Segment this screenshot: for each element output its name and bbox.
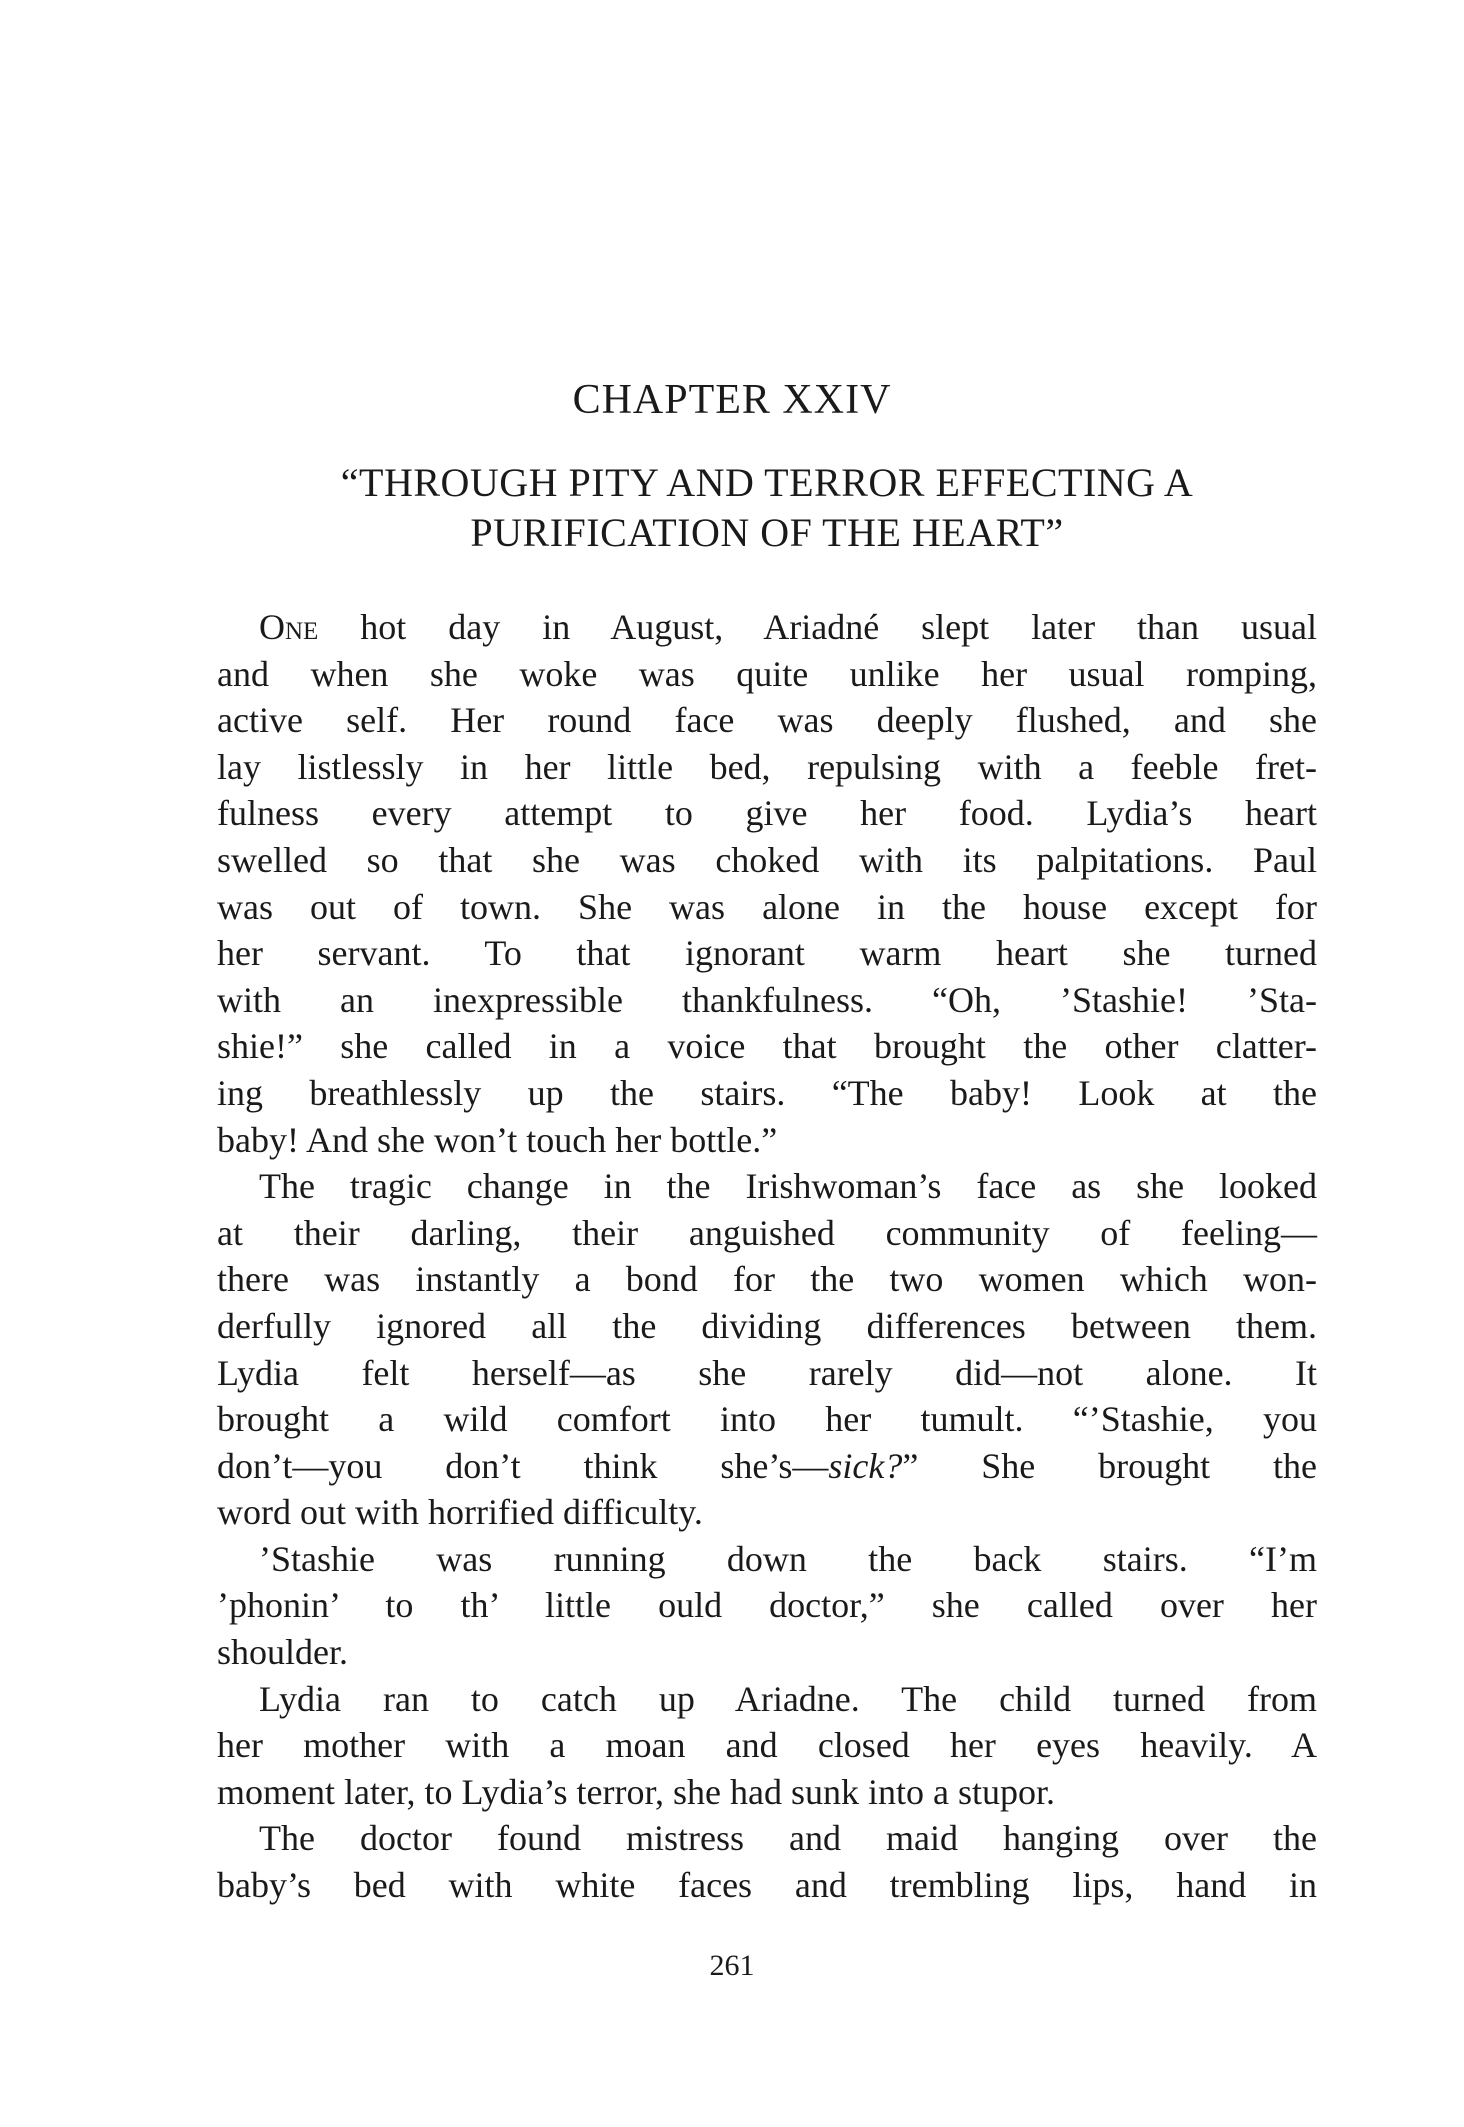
- text-line: with an inexpressible thankfulness. “Oh, ’Stashie! ’Sta-: [217, 979, 1317, 1020]
- text-line: baby! And she won’t touch her bottle.”: [217, 1119, 778, 1160]
- text-line: Lydia ran to catch up Ariadne. The child turned from: [259, 1678, 1317, 1719]
- paragraph: [217, 1815, 1317, 1908]
- text-line: ’phonin’ to th’ little ould doctor,” she called over her: [217, 1585, 1317, 1626]
- text-line: The tragic change in the Irishwoman’s face as she looked: [259, 1166, 1317, 1207]
- text-line: brought a wild comfort into her tumult. “’Stashie, you: [217, 1399, 1317, 1440]
- paragraph: [217, 1536, 1317, 1676]
- paragraph: [217, 1676, 1317, 1816]
- text-line: shie!” she called in a voice that brought the other clatter-: [217, 1026, 1317, 1067]
- text-line: One hot day in August, Ariadné slept later than usual: [259, 607, 1317, 647]
- text-line: and when she woke was quite unlike her usual romping,: [217, 653, 1317, 694]
- paragraph: [217, 1163, 1317, 1536]
- chapter-number: CHAPTER XXIV: [572, 377, 892, 423]
- chapter-title-line: PURIFICATION OF THE HEART”: [470, 510, 1064, 555]
- text-line: swelled so that she was choked with its palpitations. Paul: [217, 839, 1317, 880]
- page-number: 261: [709, 1949, 755, 1982]
- chapter-title: [217, 458, 1317, 558]
- text-line: Lydia felt herself—as she rarely did—not alone. It: [217, 1352, 1317, 1393]
- chapter-title-line: “THROUGH PITY AND TERROR EFFECTING A: [340, 460, 1194, 505]
- text-line: ’Stashie was running down the back stairs. “I’m: [259, 1538, 1317, 1579]
- text-line: at their darling, their anguished community of feeling—: [217, 1212, 1317, 1253]
- text-line: The doctor found mistress and maid hanging over the: [259, 1818, 1317, 1859]
- text-line: her servant. To that ignorant warm heart she turned: [217, 933, 1317, 974]
- text-line: moment later, to Lydia’s terror, she had sunk into a stupor.: [217, 1771, 1055, 1812]
- body-text: [217, 604, 1317, 1909]
- text-line: fulness every attempt to give her food. Lydia’s heart: [217, 793, 1317, 834]
- text-line: her mother with a moan and closed her eyes heavily. A: [217, 1725, 1317, 1766]
- text-line: lay listlessly in her little bed, repulsing with a feeble fret-: [217, 746, 1317, 787]
- text-line: ing breathlessly up the stairs. “The baby! Look at the: [217, 1072, 1317, 1113]
- text-line: don’t—you don’t think she’s—sick?” She brought the: [217, 1445, 1318, 1486]
- text-line: shoulder.: [217, 1632, 348, 1673]
- paragraph: [217, 604, 1317, 1163]
- text-line: word out with horrified difficulty.: [217, 1492, 703, 1533]
- text-line: active self. Her round face was deeply flushed, and she: [217, 700, 1317, 741]
- text-line: derfully ignored all the dividing differences between them.: [217, 1305, 1317, 1346]
- drop-small-caps: One: [259, 607, 319, 647]
- text-line: was out of town. She was alone in the house except for: [217, 886, 1317, 927]
- italic-emphasis: sick?: [828, 1445, 903, 1486]
- text-line: baby’s bed with white faces and trembling lips, hand in: [217, 1865, 1317, 1906]
- text-line: there was instantly a bond for the two women which won-: [217, 1259, 1317, 1300]
